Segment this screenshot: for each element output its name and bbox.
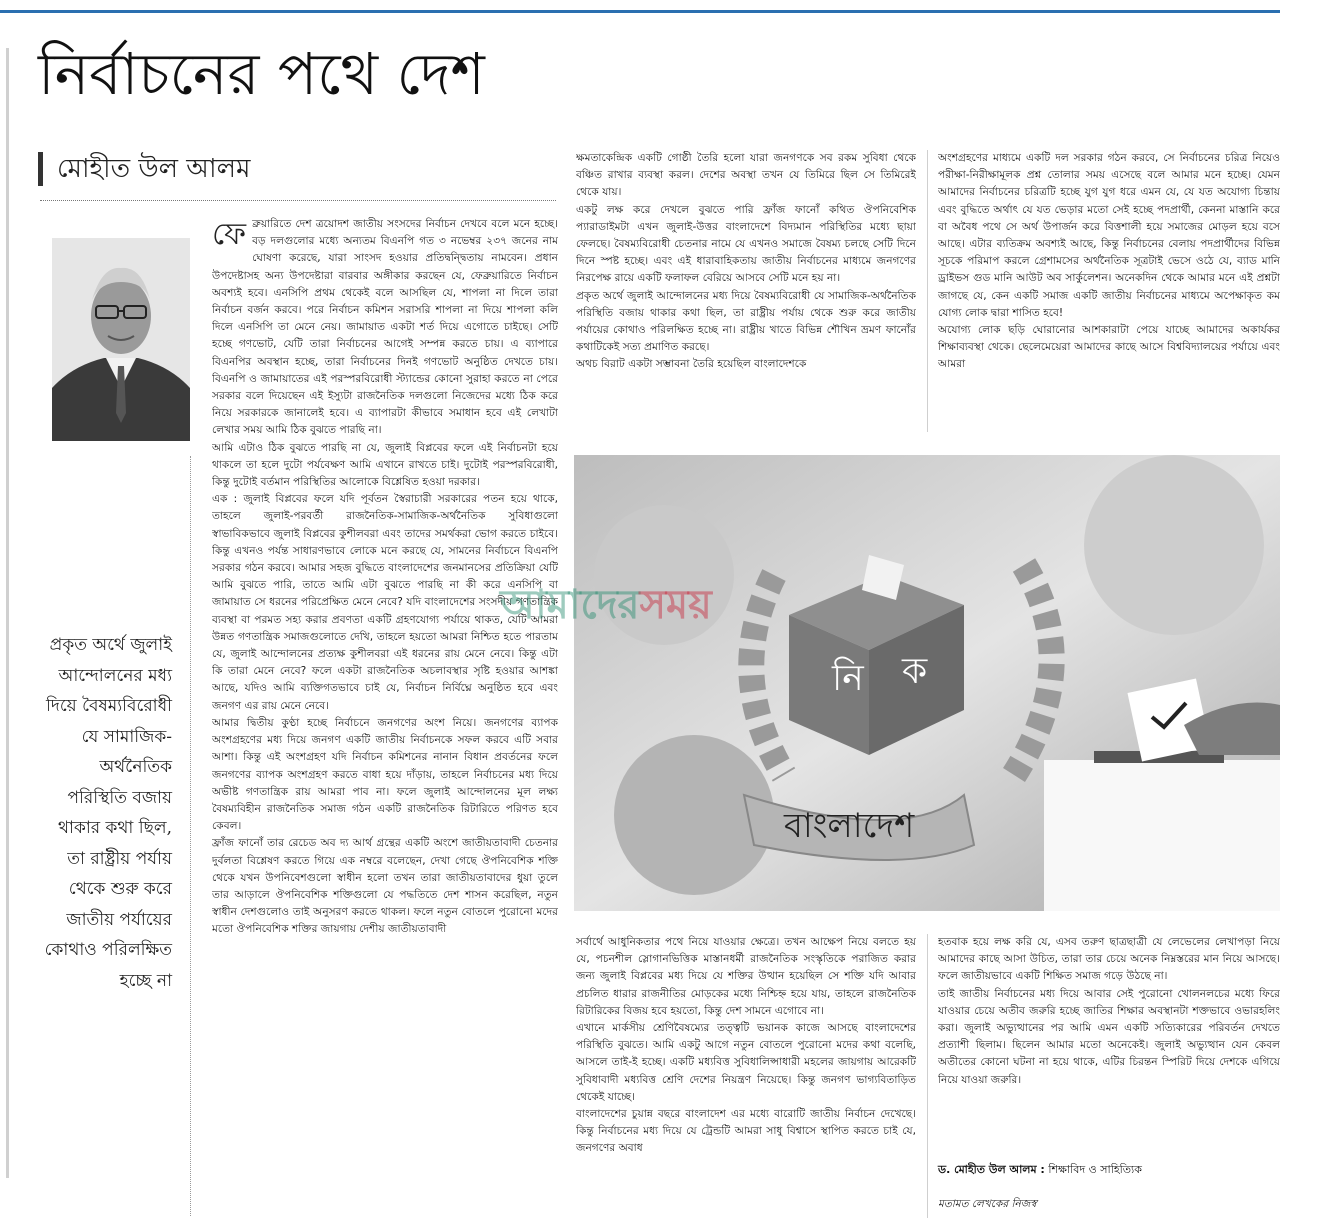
box-letter-left: নি: [832, 658, 864, 699]
column-divider: [190, 456, 191, 1216]
author-role: শিক্ষাবিদ ও সাহিত্যিক: [1048, 1163, 1142, 1176]
paragraph: তাই জাতীয় নির্বাচনের মধ্য দিয়ে আবার সেই পুরোনো খোলনলচের মধ্যে ফিরে যাওয়ার চেয়ে অতীব জরুরি হচ্ছে জাতির শিক্ষার অবস্থানটা শক্তভাবে ওভারহলিং করা। জুলাই অভ্যুত্থানের পর আমি এমন একটি সত্যিকারের পরিবর্তন দেখতে প্রত্যাশী ছিলাম। ছিলেন আমার মতো অনেকেই। জুলাই অভ্যুত্থান যেন কেবল অতীতের কোনো ঘটনা না হয়ে থাকে, এটির চিরন্তন স্পিরিট দিয়ে দেশকে এগিয়ে নিয়ে যাওয়া জরুরি।: [938, 987, 1280, 1086]
author-note: [938, 1162, 1280, 1178]
paragraph: অথচ বিরাট একটা সম্ভাবনা তৈরি হয়েছিল বাংলাদেশকে: [576, 358, 807, 371]
paragraph: ফ্রাঁজ ফানোঁ তার রেচেড অব দ্য আর্থ গ্রন্থের একটি অংশে জাতীয়তাবাদী চেতনার দুর্বলতা বিশ্লেষণ করতে গিয়ে এক নম্বরে বলেছেন, দেখা গেছে ঔপনিবেশিক শক্তি থেকে যখন উপনিবেশগুলো স্বাধীন হলো তখন তারা জাতীয়তাবাদের ধুয়া তুলে তার আড়ালে ঔপনিবেশিক শক্তিগুলো যে পদ্ধতিতে দেশ শাসন করেছিল, নতুন স্বাধীন দেশগুলোও তাই অনুসরণ করতে থাকল। ফলে নতুন বোতলে পুরোনো মদের মতো ঔপনিবেশিক শক্তির জায়গায় দেশীয় জাতীয়তাবাদী: [212, 837, 558, 936]
paragraph: এখানে মার্কসীয় শ্রেণিবৈষম্যের তত্ত্বটি ভয়ানক কাজে আসছে বাংলাদেশের পরিস্থিতি বুঝতে। আমি একটু আগে নতুন বোতলে পুরোনো মদের কথা বলেছি, আসলে তাই-ই হচ্ছে। একটি মধ্যবিত্ত সুবিধালিপ্সাধারী মহলের জায়গায় আরেকটি সুবিধাবাদী মধ্যবিত্ত শ্রেণি দেশের নিয়ন্ত্রণ নিয়েছে। কিন্তু জনগণ ভাগ্যবিতাড়িত থেকেই যাচ্ছে।: [576, 1022, 916, 1103]
publisher-watermark: [500, 578, 860, 632]
column-divider: [927, 150, 928, 432]
paragraph: প্রকৃত অর্থে জুলাই আন্দোলনের মধ্য দিয়ে বৈষম্যবিরোধী যে সামাজিক-অর্থনৈতিক পরিস্থিতি বজায় থাকার কথা ছিল, তা রাষ্ট্রীয় পর্যায় থেকে শুরু করে জাতীয় পর্যায়ের কোথাও পরিলক্ষিত হচ্ছে না। রাষ্ট্রীয় খাতে বিভিন্ন শৌখিন ভ্রমণ ফানোঁর কথাটিকেই সত্য প্রমাণিত করছে।: [576, 289, 916, 354]
paragraph: আমার দ্বিতীয় কুণ্ঠা হচ্ছে নির্বাচনে জনগণের অংশ নিয়ে। জনগণের ব্যাপক অংশগ্রহণের মধ্য দিয়ে জনগণ একটি জাতীয় নির্বাচনকে সফল করবে এটি সবার আশা। কিন্তু এই অংশগ্রহণ যদি নির্বাচন কমিশনের নানান বিধান প্রবর্তনের ফলে জনগণের ব্যাপক অংশগ্রহণ করতে বাধা হয়ে দাঁড়ায়, তাহলে নির্বাচনের মধ্য দিয়ে অভীষ্ট গণতান্ত্রিক রায় আমরা পাব না। ফলে জুলাই আন্দোলনের মূল লক্ষ্য বৈষম্যবিহীন রাজনৈতিক সমাজ গঠন একটি রাজনৈতিক রিটারিতে পরিণত হবে কেবল।: [212, 716, 558, 833]
author-name: ড. মোহীত উল আলম :: [938, 1163, 1045, 1176]
article-column-4: [576, 934, 916, 1218]
opinion-disclaimer: মতামত লেখকের নিজস্ব: [938, 1198, 1037, 1210]
headline: নির্বাচনের পথে দেশ: [38, 40, 485, 108]
column-divider: [927, 934, 928, 1218]
paragraph: ব্রুয়ারিতে দেশ ত্রয়োদশ জাতীয় সংসদের নির্বাচন দেখবে বলে মনে হচ্ছে। বড় দলগুলোর মধ্যে অন্যতম বিএনপি গত ৩ নভেম্বর ২৩৭ জনের নাম ঘোষণা করেছে, যারা সাংসদ হওয়ার প্রতিদ্বন্দ্বিতায় নামবেন। প্রধান উপদেষ্টাসহ অন্য উপদেষ্টারা বারবার অঙ্গীকার করছেন যে, ফেব্রুয়ারিতে নির্বাচন অবশ্যই হবে। এনসিপি প্রথম থেকেই বলে আসছিল যে, শাপলা না দিলে তারা নির্বাচন বর্জন করবে। পরে নির্বাচন কমিশন সরাসরি শাপলা না দিয়ে শাপলা কলি দিলে এনসিপি তা মেনে নেয়। জামায়াত একটা শর্ত দিয়ে এগোতে চাইছে। সেটি হচ্ছে গণভোট, যেটি তারা নির্বাচনের আগেই সম্পন্ন করতে চায়। এ ব্যাপারে বিএনপির অবস্থান হচ্ছে, তারা নির্বাচনের দিনই গণভোট অনুষ্ঠিত দেখতে চায়। বিএনপি ও জামায়াতের এই পরস্পরবিরোধী স্ট্যান্ডের কোনো সুরাহা করতে না পেরে সরকার বলে দিয়েছেন এই ইস্যুটা রাজনৈতিক দলগুলো নিজেদের মধ্যে ঠিক করে নিয়ে সরকারকে জানালেই হবে। এ ব্যাপারটা কীভাবে সমাধান হবে এই লেখাটা লেখার সময় আমি ঠিক বুঝতে পারছি না।: [212, 218, 558, 437]
drop-cap: ফে: [212, 217, 247, 252]
byline: মোহীত উল আলম: [38, 152, 577, 186]
watermark-part-1: আমাদের: [500, 582, 640, 628]
article-column-2: [576, 150, 916, 432]
left-margin-rule: [6, 48, 9, 1178]
ballot-box-illustration: [574, 455, 1280, 911]
ribbon-text: বাংলাদেশ: [784, 806, 915, 846]
illustration-svg: [574, 455, 1280, 911]
watermark-part-2: সময়: [639, 582, 712, 628]
paragraph: একটু লক্ষ করে দেখলে বুঝতে পারি ফ্রাঁজ ফানোঁ কথিত ঔপনিবেশিক প্যারাডাইমটা এখন জুলাই-উত্তর বাংলাদেশে বিদ্যমান পরিস্থিতির মধ্যে ছায়া ফেলছে। বৈষম্যবিরোধী চেতনার নামে যে এখনও সমাজে বৈষম্য চলছে সেটি দিনে দিনে স্পষ্ট হচ্ছে। এবং এই ধারাবাহিকতায় জাতীয় নির্বাচনের মাধ্যমে জনগণের নিরপেক্ষ রায়ে একটি ফলাফল বেরিয়ে আসবে সেটি মনে হয় না।: [576, 203, 916, 285]
box-letter-right: ক: [902, 651, 928, 692]
paragraph: বাংলাদেশের চুয়ান্ন বছরে বাংলাদেশ এর মধ্যে বারোটি জাতীয় নির্বাচন দেখেছে। কিন্তু নির্বাচনের মধ্য দিয়ে যে ট্রেন্ডটি আমরা সাধু বিশ্বাসে স্থাপিত করতে চাই যে, জনগণের অবাধ: [576, 1108, 916, 1155]
paragraph: এক : জুলাই বিপ্লবের ফলে যদি পূর্বতন স্বৈরাচারী সরকারের পতন হয়ে থাকে, তাহলে জুলাই-পরবর্তী রাজনৈতিক-সামাজিক-অর্থনৈতিক সুবিধাগুলো স্বাভাবিকভাবে জুলাই বিপ্লবের কুশীলবরা এবং তাদের সমর্থকরা ভোগ করতে চাইবে। কিন্তু এখনও পর্যন্ত সাধারণভাবে লোকে মনে করছে যে, সামনের নির্বাচনে বিএনপি সরকার গঠন করবে। আমার সহজ বুদ্ধিতে বাংলাদেশের জনমানসের প্রতিক্রিয়া যেটি আমি বুঝতে পারি, তাতে আমি এটা বুঝতে পারছি না কী করে এনসিপি বা জামায়াত সে ধরনের পরিপ্রেক্ষিত মেনে নেবে? যদি বাংলাদেশের সংসদীয় গণতান্ত্রিক ব্যবস্থা বা পরমত সহ্য করার প্রবণতা একটি গ্রহণযোগ্য পর্যায়ে থাকত, যেটি আমরা উন্নত গণতান্ত্রিক সমাজগুলোতে দেখি, তাহলে হয়তো আমরা নিশ্চিত হতে পারতাম যে, জুলাই আন্দোলনের প্রত্যক্ষ কুশীলবরা এই ধরনের রায় মেনে নেবে। কিন্তু এটা কি তারা মেনে নেবে? ফলে একটা রাজনৈতিক অচলাবস্থার সৃষ্টি হওয়ার আশঙ্কা আছে, যদিও আমি ব্যক্তিগতভাবে চাই যে, নির্বাচন নির্বিঘ্নে অনুষ্ঠিত হবে এবং জনগণ এর রায় মেনে নেবে।: [212, 493, 558, 712]
paragraph: অযোগ্য লোক ছড়ি ঘোরানোর আশকারাটা পেয়ে যাচ্ছে আমাদের অকার্যকর শিক্ষাব্যবস্থা থেকে। ছেলেমেয়েরা আমাদের কাছে আসে বিশ্ববিদ্যালয়ের পর্যায়ে এবং আমরা: [938, 324, 1280, 371]
dotted-divider: [40, 200, 556, 201]
paragraph: আমি এটাও ঠিক বুঝতে পারছি না যে, জুলাই বিপ্লবের ফলে এই নির্বাচনটা হয়ে থাকলে তা হলে দুটো পর্যবেক্ষণ আমি এখানে রাখতে চাই। দুটোই পরস্পরবিরোধী, কিন্তু দুটোই বর্তমান পরিস্থিতির আলোকে বিশ্লেষিত হওয়া দরকার।: [212, 441, 558, 489]
author-photo: [52, 238, 190, 441]
paragraph: সর্বার্থে আধুনিকতার পথে নিয়ে যাওয়ার ক্ষেত্রে। তখন আক্ষেপ নিয়ে বলতে হয় যে, পচনশীল স্লোগানভিত্তিক মাস্তানধর্মী রাজনৈতিক সংস্কৃতিকে পরাজিত করার জন্য জুলাই বিপ্লবের মধ্য দিয়ে যে শক্তির উত্থান হয়েছিল সে শক্তি যদি আবার প্রচলিত ধারার রাজনীতির মোড়কের মধ্যে নিশ্চিহ্ন হয়ে যায়, তাহলে রাজনৈতিক রিটারিকের বিজয় হবে হয়তো, কিন্তু দেশ সামনে এগোবে না।: [576, 936, 916, 1017]
top-rule: [0, 0, 1280, 13]
pull-quote: প্রকৃত অর্থে জুলাই আন্দোলনের মধ্য দিয়ে বৈষম্যবিরোধী যে সামাজিক-অর্থনৈতিক পরিস্থিতি বজায় থাকার কথা ছিল, তা রাষ্ট্রীয় পর্যায় থেকে শুরু করে জাতীয় পর্যায়ের কোথাও পরিলক্ষিত হচ্ছে না: [44, 635, 172, 991]
article-column-5: [938, 934, 1280, 1158]
paragraph: ক্ষমতাকেন্দ্রিক একটি গোষ্ঠী তৈরি হলো যারা জনগণকে সব রকম সুবিধা থেকে বঞ্চিত রাখার ব্যবস্থা করল। দেশের অবস্থা তখন যে তিমিরে ছিল সে তিমিরেই থেকে যায়।: [576, 152, 916, 199]
article-column-1: [212, 216, 558, 1216]
paragraph: হতবাক হয়ে লক্ষ করি যে, এসব তরুণ ছাত্রছাত্রী যে লেভেলের লেখাপড়া নিয়ে আমাদের কাছে আসা উচিত, তারা তার চেয়ে অনেক নিম্নস্তরের মান নিয়ে আসছে। ফলে জাতীয়ভাবে একটি শিক্ষিত সমাজ গড়ে উঠছে না।: [938, 936, 1280, 983]
author-portrait-image: [52, 238, 190, 441]
paragraph: অংশগ্রহণের মাধ্যমে একটি দল সরকার গঠন করবে, সে নির্বাচনের চরিত্র নিয়েও পরীক্ষা-নিরীক্ষামূলক প্রশ্ন তোলার সময় এসেছে বলে আমার মনে হচ্ছে। যেমন আমাদের নির্বাচনের চরিত্রটি হচ্ছে যুগ যুগ ধরে এমন যে, যে যত অযোগ্য চিন্তায় এবং বুদ্ধিতে অর্থাৎ যে যত ভেড়ার মতো সেই হচ্ছে পদপ্রার্থী, কেননা মাস্তানি করে বা অবৈধ পথে সে অর্থ উপার্জন করে বিত্তশালী হয়ে সমাজের মোড়ল হয়ে বসে আছে। এটার ব্যতিক্রম অবশ্যই আছে, কিন্তু নির্বাচনের বেলায় পদপ্রার্থীদের বিভিন্ন সূচকে পরিমাপ করলে গ্রেশামসের অর্থনৈতিক সূত্রটাই ভেসে ওঠে যে, ব্যাড মানি ড্রাইভস গুড মানি আউট অব সার্কুলেশন। অনেকদিন থেকে আমার মনে এই প্রশ্নটা জাগছে যে, কেন একটি সমাজ একটি জাতীয় নির্বাচনের মাধ্যমে অপেক্ষাকৃত কম যোগ্য লোক দ্বারা শাসিত হবে!: [938, 152, 1280, 319]
article-column-3: [938, 150, 1280, 432]
